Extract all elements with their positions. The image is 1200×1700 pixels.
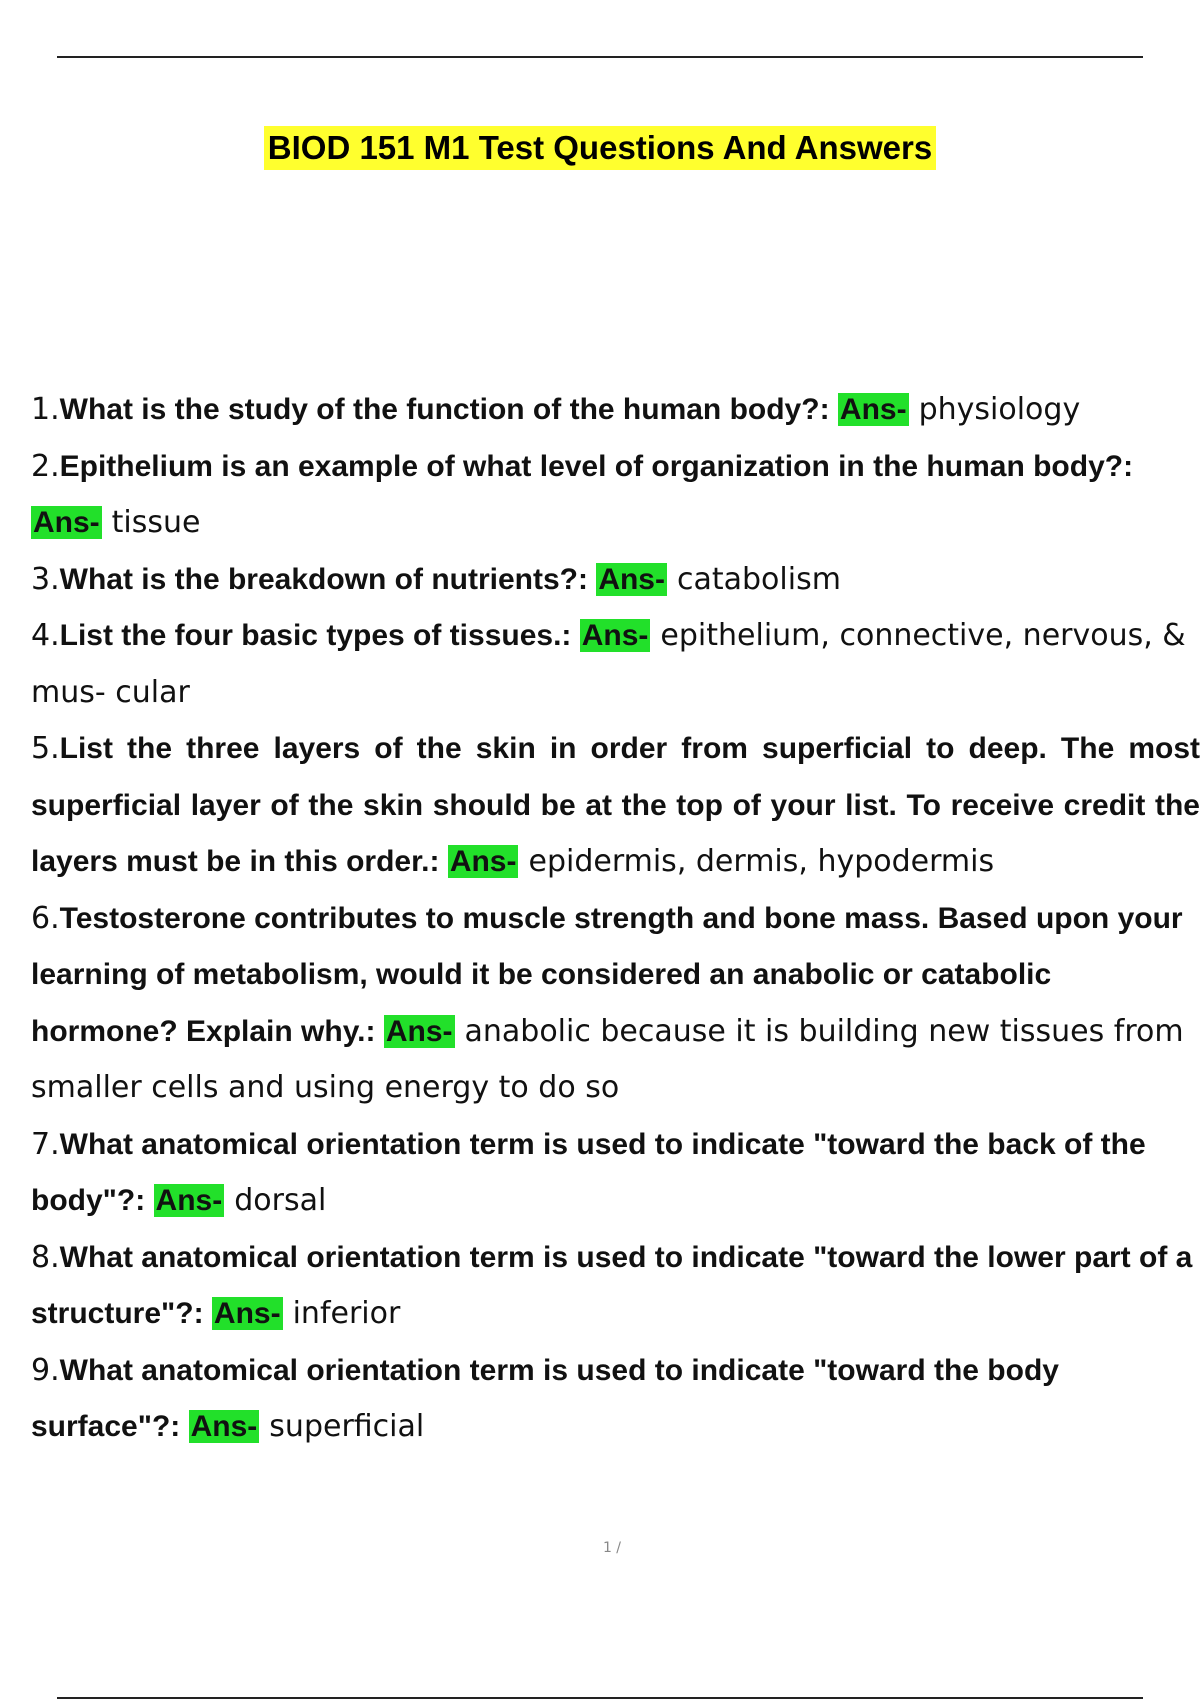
question-text: What anatomical orientation term is used to indicate "toward the lower part of a structure"?: <box>31 1240 1193 1330</box>
answer-tag: Ans- <box>385 1014 453 1048</box>
question-text: What anatomical orientation term is used to indicate "toward the body surface"?: <box>31 1353 1059 1443</box>
top-rule <box>57 56 1143 58</box>
qa-item <box>31 1117 1200 1230</box>
answer-tag: Ans- <box>155 1184 223 1217</box>
answer-tag: Ans- <box>213 1297 281 1330</box>
page-number: 1 / <box>602 1540 622 1556</box>
answer-text: catabolism <box>676 561 841 597</box>
qa-item <box>31 1230 1200 1343</box>
question-text: What anatomical orientation term is used to indicate "toward the back of the body"?: <box>31 1127 1146 1217</box>
qa-item <box>31 439 1200 552</box>
item-number: 5. <box>31 731 60 766</box>
qa-item <box>31 721 1200 891</box>
title-wrap <box>0 126 1200 170</box>
item-number: 8. <box>31 1239 60 1275</box>
bottom-rule <box>57 1697 1143 1699</box>
item-number: 6. <box>31 900 60 936</box>
answer-text: anabolic because it is building new tissues from smaller cells and using energy to do so <box>31 1013 1184 1105</box>
answer-text: dorsal <box>234 1183 327 1218</box>
question-text: List the four basic types of tissues.: <box>59 619 572 652</box>
answer-tag: Ans- <box>598 562 665 596</box>
item-number: 1. <box>31 392 60 427</box>
page-title: BIOD 151 M1 Test Questions And Answers <box>264 126 936 170</box>
item-number: 4. <box>31 618 60 653</box>
qa-item <box>31 552 1200 609</box>
qa-item <box>31 382 1200 439</box>
question-text: Testosterone contributes to muscle strength and bone mass. Based upon your learning of metabolism, would it be considered an anabolic or catabolic hormone? Explain why.: <box>31 901 1183 1048</box>
question-text: List the three layers of the skin in order from superficial to deep. The most superficial layer of the skin should be at the top of your list. To receive credit the layers must be in this order.: <box>31 732 1200 878</box>
qa-item <box>31 608 1200 721</box>
answer-text: superficial <box>269 1409 425 1444</box>
item-number: 9. <box>31 1352 60 1388</box>
answer-tag: Ans- <box>449 845 517 878</box>
item-number: 2. <box>31 448 60 484</box>
answer-tag: Ans- <box>581 619 649 652</box>
question-text: What is the breakdown of nutrients?: <box>59 562 588 596</box>
answer-text: epidermis, dermis, hypodermis <box>528 844 995 879</box>
answer-text: inferior <box>292 1296 401 1331</box>
qa-list <box>31 382 1200 1456</box>
answer-text: tissue <box>111 505 201 540</box>
answer-text: physiology <box>918 392 1081 427</box>
answer-tag: Ans- <box>33 506 100 539</box>
item-number: 7. <box>31 1126 60 1162</box>
qa-item <box>31 1343 1200 1456</box>
question-text: Epithelium is an example of what level of organization in the human body?: <box>59 449 1134 483</box>
answer-tag: Ans- <box>190 1410 258 1443</box>
item-number: 3. <box>31 561 60 597</box>
answer-text: epithelium, connective, nervous, & mus- cular <box>31 618 1186 710</box>
answer-tag: Ans- <box>839 393 907 426</box>
qa-item <box>31 891 1200 1117</box>
question-text: What is the study of the function of the human body?: <box>59 393 830 426</box>
